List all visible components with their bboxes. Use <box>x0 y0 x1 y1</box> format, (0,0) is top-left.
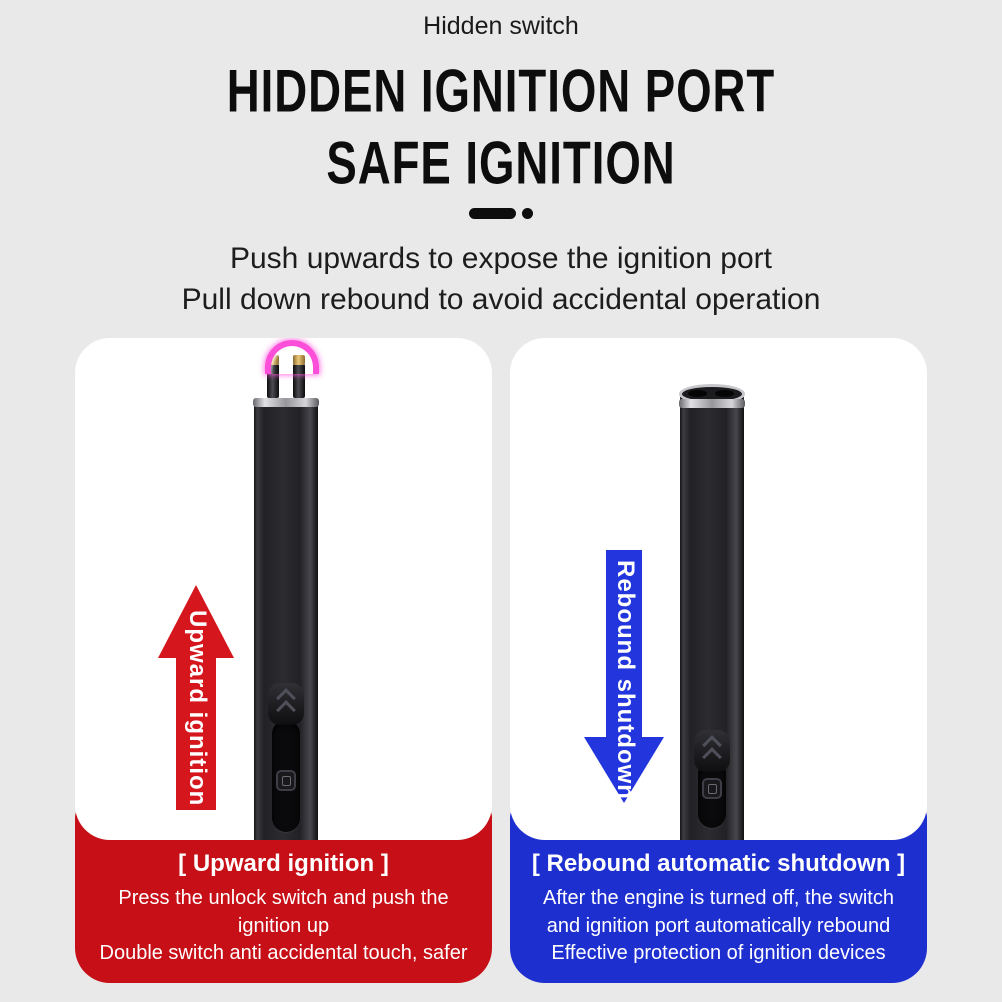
electrode-port-right <box>715 390 734 397</box>
subtitle <box>0 238 1002 320</box>
electrode-port-left <box>688 390 707 397</box>
upward-info-line1: Press the unlock switch and push the <box>118 887 449 909</box>
slide-switch-knob <box>694 730 730 772</box>
lighter-open <box>254 398 318 840</box>
lighter-silver-band <box>679 399 745 408</box>
title-underline <box>0 207 1002 219</box>
page-title-line1: HIDDEN IGNITION PORT <box>226 58 776 126</box>
upward-ignition-heading: [ Upward ignition ] <box>178 850 389 877</box>
rebound-photo-area <box>510 338 927 840</box>
rebound-info-line1: After the engine is turned off, the switch <box>543 887 894 909</box>
underline-dash <box>469 208 516 219</box>
upward-photo-area <box>75 338 492 840</box>
upward-info-line3: Double switch anti accidental touch, safer <box>99 942 468 964</box>
unlock-button <box>702 778 722 799</box>
tagline: Hidden switch <box>423 12 579 40</box>
subtitle-line2: Pull down rebound to avoid accidental operation <box>181 283 821 316</box>
lighter-silver-band <box>253 398 319 407</box>
down-arrow-label: Rebound shutdown <box>612 560 639 800</box>
chevron-up-icon <box>276 700 296 720</box>
up-arrow-label: Upward ignition <box>184 610 211 807</box>
plasma-arc <box>265 340 319 374</box>
page-title-line2: SAFE IGNITION <box>326 130 676 198</box>
chevron-up-icon <box>702 747 722 767</box>
rebound-shutdown-panel <box>510 338 927 983</box>
rebound-info-line2: and ignition port automatically rebound <box>546 914 891 937</box>
rebound-info-line3: Effective protection of ignition devices <box>551 942 886 964</box>
upward-ignition-panel <box>75 338 492 983</box>
page-title <box>25 56 977 200</box>
slide-switch-knob <box>268 683 304 725</box>
unlock-button <box>276 770 296 791</box>
rebound-heading: [ Rebound automatic shutdown ] <box>531 850 906 877</box>
upward-info-line2: ignition up <box>237 914 330 937</box>
lighter-closed <box>680 392 744 840</box>
underline-dot <box>522 208 533 219</box>
subtitle-line1: Push upwards to expose the ignition port <box>229 242 772 275</box>
